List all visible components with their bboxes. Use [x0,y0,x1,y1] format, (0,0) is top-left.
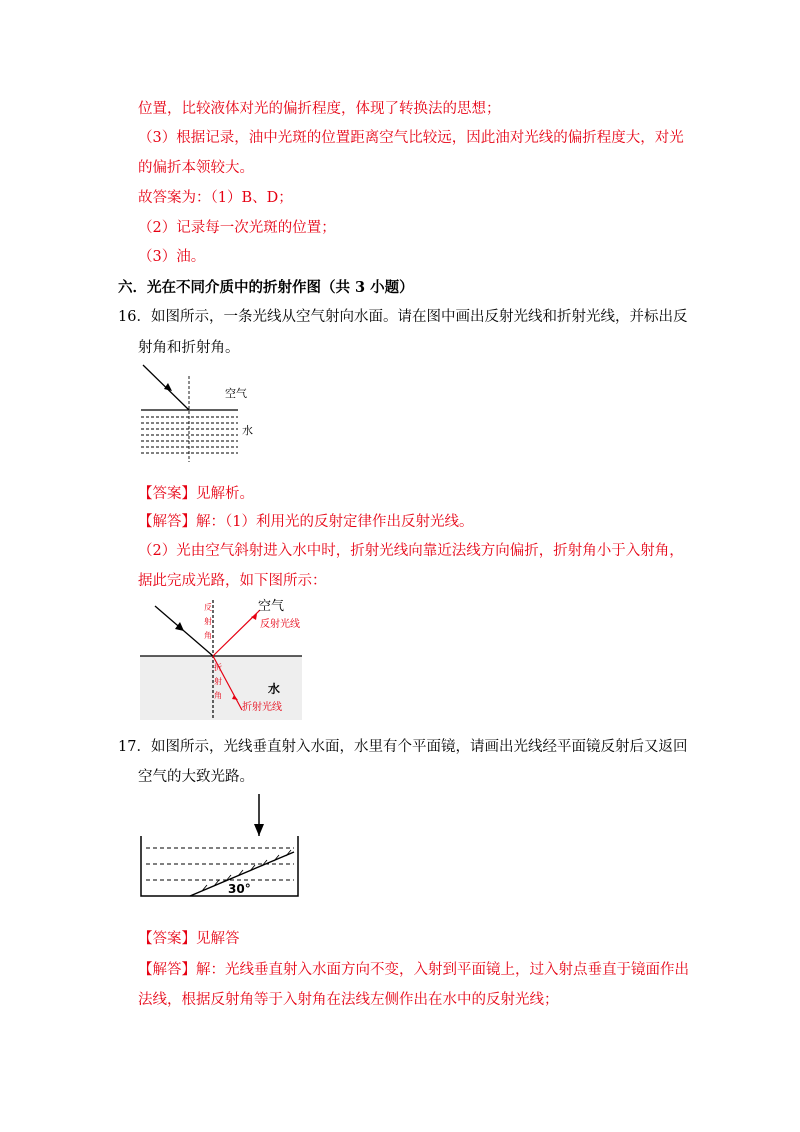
q17-solution [138,960,689,980]
reflect-ray-label: 反射光线 [260,619,300,630]
q16-answer-figure [140,598,302,720]
section-title: 六．光在不同介质中的折射作图（共 3 小题） [118,279,414,296]
q16-water-label: 水 [242,424,253,437]
q16-solution-3: 据此完成光路，如下图所示： [138,573,327,589]
answer-text: 见解答 [196,931,240,947]
q16-question-figure [138,362,268,462]
refract-ray-label: 折射光线 [242,702,282,713]
answer-line-6: （3）油。 [138,249,206,265]
answer-line-2: （3）根据记录，油中光斑的位置距离空气比较远，因此油对光线的偏折程度大，对光 [138,130,684,146]
arrow-icon [175,622,184,631]
solution-tag: 【解答】 [138,962,196,978]
arrow-icon [254,824,264,836]
q16-text-2: 射角和折射角。 [138,340,240,356]
reflect-angle-label: 反射角 [204,603,212,640]
refract-angle-label: 折射角 [214,663,222,700]
ans-air-label: 空气 [258,599,285,614]
solution-text: 解：光线垂直射入水面方向不变，入射到平面镜上，过入射点垂直于镜面作出 [196,962,689,978]
q17-text-2: 空气的大致光路。 [138,769,254,785]
arrow-icon [251,614,257,620]
answer-line-4: 故答案为：（1）B、D； [138,190,293,206]
ans-water-label: 水 [268,682,281,696]
q16-air-label: 空气 [225,387,247,400]
q17-angle-label: 30° [228,882,251,896]
q16-solution-2: （2）光由空气斜射进入水中时，折射光线向靠近法线方向偏折，折射角小于入射角， [138,543,684,559]
q17-solution-2: 法线，根据反射角等于入射角在法线左侧作出在水中的反射光线； [138,992,559,1008]
q16-solution [138,512,473,532]
q16-answer [138,484,254,504]
answer-tag: 【答案】 [138,931,196,947]
answer-line-5: （2）记录每一次光斑的位置； [138,220,336,236]
answer-line-3: 的偏折本领较大。 [138,160,254,176]
q17-text-1: 17．如图所示，光线垂直射入水面，水里有个平面镜，请画出光线经平面镜反射后又返回 [118,739,688,755]
q17-question-figure [138,792,304,900]
q16-text-1: 16．如图所示，一条光线从空气射向水面。请在图中画出反射光线和折射光线，并标出反 [118,309,688,325]
answer-tag: 【答案】 [138,486,196,502]
q17-answer [138,929,240,949]
answer-line-1: 位置，比较液体对光的偏折程度，体现了转换法的思想； [138,101,501,117]
solution-text: 解：（1）利用光的反射定律作出反射光线。 [196,514,474,530]
solution-tag: 【解答】 [138,514,196,530]
answer-text: 见解析。 [196,486,254,502]
